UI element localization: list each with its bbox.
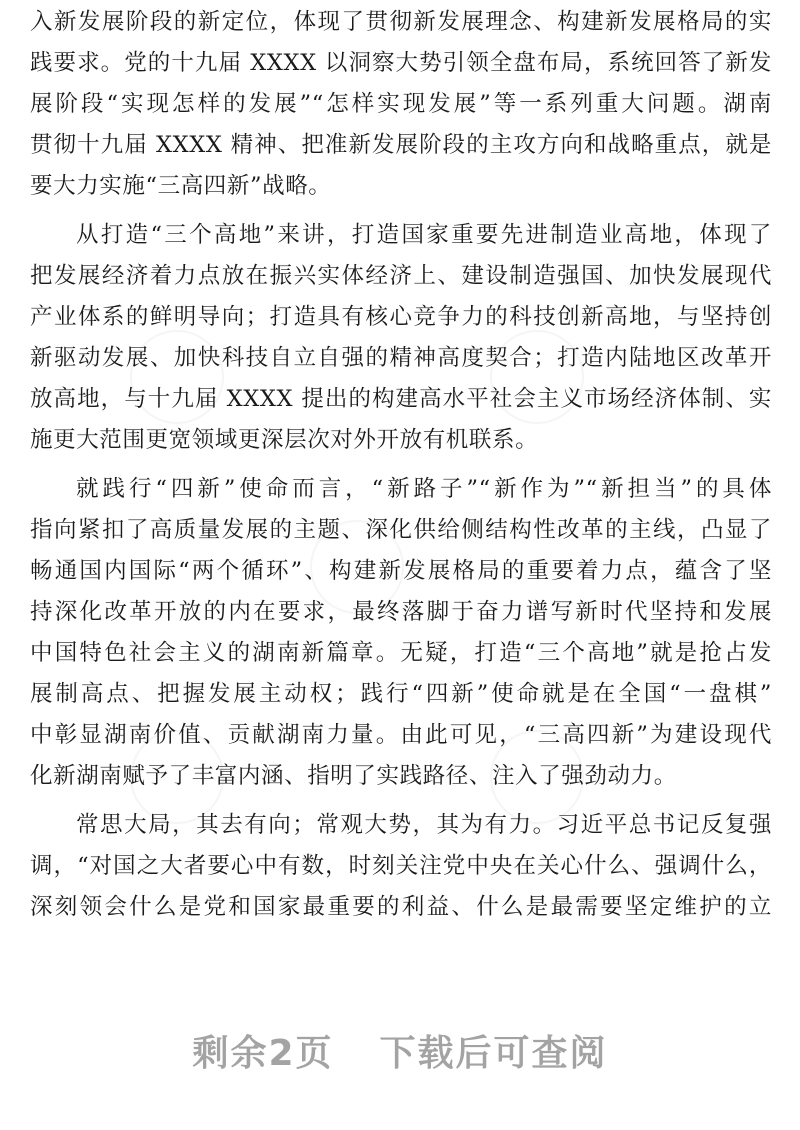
text-line: 入新发展阶段的新定位，体现了贯彻新发展理念、构建新发展格局的实 bbox=[30, 9, 772, 35]
text-line: 调，“对国之大者要心中有数，时刻关注党中央在关心什么、强调什么， bbox=[30, 853, 772, 879]
text-line: 深刻领会什么是党和国家最重要的利益、什么是最需要坚定维护的立 bbox=[30, 894, 772, 920]
text-line: 持深化改革开放的内在要求，最终落脚于奋力谱写新时代坚持和发展 bbox=[30, 599, 772, 625]
text-line: 指向紧扣了高质量发展的主题、深化供给侧结构性改革的主线，凸显了 bbox=[30, 517, 772, 543]
download-hint-text: 下载后可查阅 bbox=[379, 1033, 608, 1074]
text-line: 中彰显湖南价值、贡献湖南力量。由此可见，“三高四新”为建设现代 bbox=[30, 722, 772, 748]
text-line: 展阶段“实现怎样的发展”“怎样实现发展”等一系列重大问题。湖南 bbox=[30, 91, 772, 117]
paragraph-first-line: 从打造“三个高地”来讲，打造国家重要先进制造业高地，体现了 bbox=[76, 222, 772, 248]
text-line: 贯彻十九届 XXXX 精神、把准新发展阶段的主攻方向和战略重点，就是 bbox=[30, 132, 772, 158]
text-line: 化新湖南赋予了丰富内涵、指明了实践路径、注入了强劲动力。 bbox=[30, 763, 677, 789]
remaining-pages-banner bbox=[0, 1025, 800, 1076]
text-line: 中国特色社会主义的湖南新篇章。无疑，打造“三个高地”就是抢占发 bbox=[30, 640, 772, 666]
text-line: 产业体系的鲜明导向；打造具有核心竞争力的科技创新高地，与坚持创 bbox=[30, 304, 772, 330]
text-line: 畅通国内国际“两个循环”、构建新发展格局的重要着力点，蕴含了坚 bbox=[30, 558, 772, 584]
text-line: 展制高点、把握发展主动权；践行“四新”使命就是在全国“一盘棋” bbox=[30, 681, 772, 707]
text-line: 施更大范围更宽领域更深层次对外开放有机联系。 bbox=[30, 427, 539, 453]
text-line: 把发展经济着力点放在振兴实体经济上、建设制造强国、加快发展现代 bbox=[30, 263, 772, 289]
paragraph-first-line: 就践行“四新”使命而言，“新路子”“新作为”“新担当”的具体 bbox=[76, 476, 772, 502]
text-line: 放高地，与十九届 XXXX 提出的构建高水平社会主义市场经济体制、实 bbox=[30, 386, 772, 412]
text-line: 新驱动发展、加快科技自立自强的精神高度契合；打造内陆地区改革开 bbox=[30, 345, 772, 371]
remaining-pages-text: 剩余2页 bbox=[192, 1033, 334, 1074]
text-line: 要大力实施“三高四新”战略。 bbox=[30, 173, 332, 199]
text-line: 践要求。党的十九届 XXXX 以洞察大势引领全盘布局，系统回答了新发 bbox=[30, 50, 772, 76]
paragraph-first-line: 常思大局，其去有向；常观大势，其为有力。习近平总书记反复强 bbox=[76, 812, 772, 838]
